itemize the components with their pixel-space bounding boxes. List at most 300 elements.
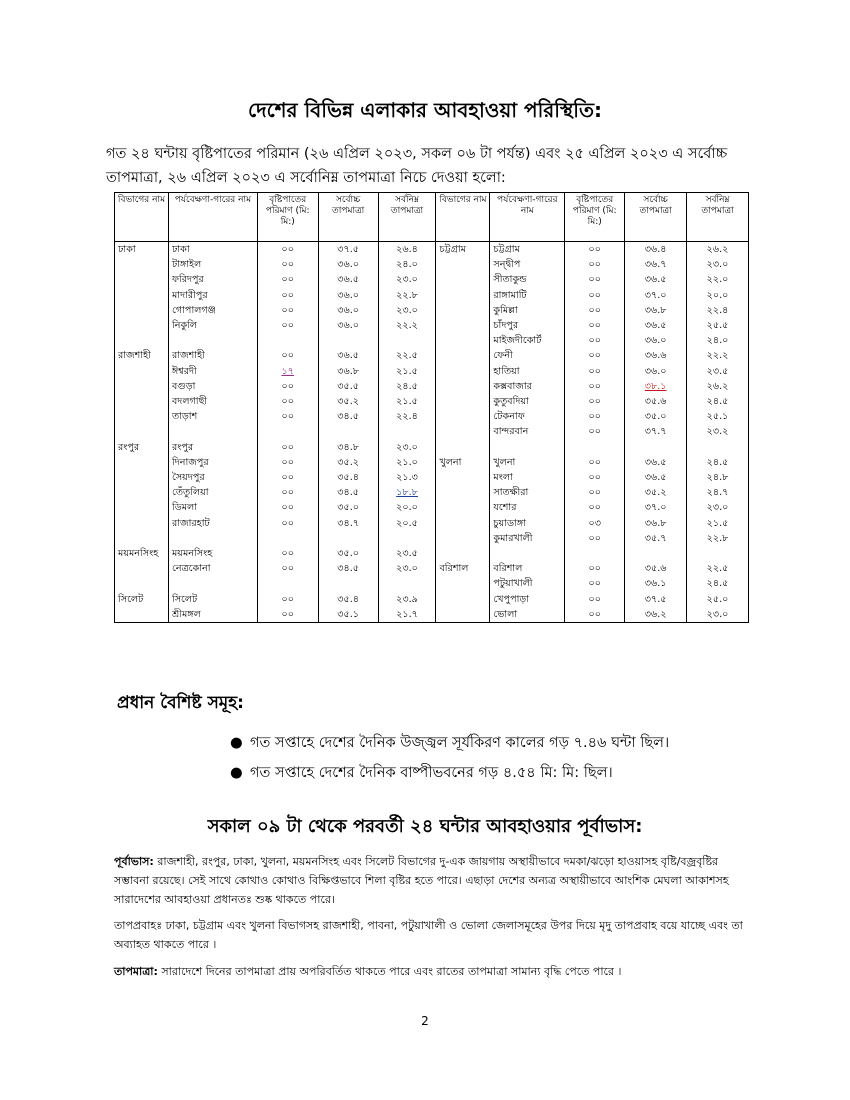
table-row: [115, 333, 749, 348]
table-cell: [490, 485, 565, 500]
table-cell: [687, 257, 749, 272]
column-header: পর্যবেক্ষণা-গারের নাম: [490, 193, 565, 242]
cell-value: ২৩.০: [706, 502, 729, 514]
cell-value: ডিমলা: [171, 502, 198, 514]
table-cell: [436, 318, 490, 333]
cell-value: ৩৬.৮: [644, 304, 667, 316]
bullet-icon: ●: [230, 735, 243, 751]
cell-value: কুমারখালী: [493, 532, 533, 544]
cell-value: ০০: [588, 578, 601, 590]
table-cell: [436, 424, 490, 439]
cell-value: ২৪.৫: [706, 456, 729, 468]
cell-value: ২২.৪: [396, 411, 418, 423]
table-cell: [318, 242, 378, 258]
table-cell: [436, 409, 490, 424]
table-cell: [436, 531, 490, 546]
table-cell: [115, 379, 169, 394]
cell-value: ঈশ্বরদী: [171, 365, 197, 377]
table-cell: [257, 303, 318, 318]
table-cell: [318, 394, 378, 409]
table-cell: [378, 546, 436, 561]
cell-value: ৩৬.৮: [337, 365, 360, 377]
table-cell: [687, 409, 749, 424]
cell-value: ০০: [281, 274, 294, 286]
table-cell: [318, 379, 378, 394]
cell-value: মংলা: [493, 472, 513, 484]
table-cell: [378, 561, 436, 576]
column-header: বিভাগের নাম: [436, 193, 490, 242]
cell-value: নেত্রকোনা: [171, 563, 211, 575]
table-cell: [318, 561, 378, 576]
cell-value: হাতিয়া: [493, 365, 520, 377]
table-cell: [436, 288, 490, 303]
cell-value: ৩৫.৫: [337, 380, 360, 392]
table-cell: [687, 424, 749, 439]
table-cell: [490, 576, 565, 591]
temperature-paragraph: [114, 962, 744, 981]
cell-value: ০০: [588, 608, 601, 620]
table-cell: [318, 409, 378, 424]
table-cell: [565, 424, 625, 439]
cell-value: রাজশাহী: [171, 350, 205, 362]
table-cell: [378, 288, 436, 303]
table-cell: [115, 500, 169, 515]
table-cell: [318, 531, 378, 546]
cell-value: রাজশাহী: [118, 350, 151, 362]
table-cell: [436, 242, 490, 258]
table-cell: [436, 561, 490, 576]
table-cell: [115, 333, 169, 348]
cell-value: টেকনাফ: [493, 411, 525, 423]
table-row: [115, 546, 749, 561]
table-cell: [115, 455, 169, 470]
cell-value: ২৪.০: [396, 259, 418, 271]
column-header: সর্বনিম্ন তাপমাত্রা: [378, 193, 436, 242]
cell-value: ময়মনসিংহ: [118, 548, 159, 560]
cell-value: ২৪.৫: [396, 380, 418, 392]
cell-value: ০০: [588, 593, 601, 605]
cell-value: ২৪.৫: [706, 396, 729, 408]
table-cell: [490, 470, 565, 485]
cell-value: ০০: [588, 274, 601, 286]
cell-value: ৩৬.৭: [644, 259, 667, 271]
cell-value: ২৩.০: [396, 441, 418, 453]
table-cell: [318, 455, 378, 470]
table-cell: [378, 485, 436, 500]
table-cell: [490, 288, 565, 303]
table-row: [115, 607, 749, 623]
cell-value: ২৬.২: [706, 244, 729, 255]
table-cell: [490, 561, 565, 576]
table-cell: [318, 440, 378, 455]
table-cell: [115, 364, 169, 379]
table-cell: [565, 546, 625, 561]
cell-value: ৩৫.০: [644, 411, 667, 423]
table-cell: [687, 272, 749, 287]
page-title: দেশের বিভিন্ন এলাকার আবহাওয়া পরিস্থিতি:: [247, 98, 602, 122]
cell-value: সন্দ্বীপ: [493, 259, 521, 271]
intro-text: গত ২৪ ঘন্টায় বৃষ্টিপাতের পরিমান (২৬ এপ্রিল ২০২৩, সকল ০৬ টা পর্যন্ত) এবং ২৫ এপ্রিল ২০২৩ এ সর্বোচ্চ তাপমাত্রা, ২৬ এপ্রিল ২০২৩ এ সর্বোনিম্ন তাপমাত্রা নিচে দেওয়া হলো:: [106, 146, 728, 186]
table-cell: [257, 348, 318, 363]
cell-value: ২০.০: [706, 289, 729, 301]
table-cell: [490, 531, 565, 546]
table-cell: [378, 348, 436, 363]
cell-value: ০০: [281, 517, 294, 529]
cell-value: ২১.৫: [396, 396, 418, 408]
table-cell: [490, 500, 565, 515]
cell-value: ৩৫.৪: [337, 472, 360, 484]
cell-value: ৩৬.৪: [644, 244, 667, 255]
cell-value: গোপালগঞ্জ: [171, 304, 216, 316]
table-cell: [625, 348, 687, 363]
table-cell: [687, 485, 749, 500]
cell-value: ৩৫.৪: [337, 593, 360, 605]
table-cell: [687, 394, 749, 409]
table-cell: [318, 576, 378, 591]
cell-value: চট্টগ্রাম: [493, 244, 520, 255]
cell-value: ৩৫.২: [644, 487, 667, 499]
table-cell: [168, 561, 257, 576]
table-cell: [378, 424, 436, 439]
table-cell: [490, 440, 565, 455]
table-cell: [115, 394, 169, 409]
table-row: [115, 455, 749, 470]
table-cell: [168, 409, 257, 424]
table-cell: [687, 592, 749, 607]
table-cell: [687, 500, 749, 515]
cell-value: ০০: [281, 487, 294, 499]
cell-value: ৩৫.২: [337, 396, 360, 408]
cell-value: সিলেট: [171, 593, 198, 605]
cell-value: ৩৭.৫: [644, 593, 667, 605]
table-cell: [115, 592, 169, 607]
cell-value: ৩৬.৫: [644, 320, 667, 332]
cell-value: ২২.২: [706, 350, 729, 362]
table-cell: [625, 576, 687, 591]
table-cell: [168, 348, 257, 363]
table-cell: [378, 303, 436, 318]
cell-value: ০০: [588, 320, 601, 332]
table-cell: [625, 333, 687, 348]
table-cell: [257, 500, 318, 515]
table-row: [115, 409, 749, 424]
table-cell: [257, 272, 318, 287]
table-cell: [436, 485, 490, 500]
table-cell: [687, 318, 749, 333]
table-cell: [318, 333, 378, 348]
table-cell: [625, 272, 687, 287]
forecast-label: পূর্বাভাস:: [114, 855, 154, 868]
cell-value: ৩৪.৮: [337, 441, 360, 453]
table-cell: [687, 379, 749, 394]
cell-value: বদলগাছী: [171, 396, 208, 408]
table-cell: [625, 257, 687, 272]
table-cell: [378, 440, 436, 455]
cell-value: ৩৬.৮: [644, 517, 667, 529]
cell-value: ২৬.২: [706, 380, 729, 392]
table-cell: [565, 455, 625, 470]
table-cell: [436, 440, 490, 455]
cell-value: ৩৬.৫: [337, 274, 360, 286]
cell-value: কুমিল্লা: [493, 304, 518, 316]
cell-value: ২৩.০: [706, 608, 729, 620]
table-cell: [115, 348, 169, 363]
cell-value: ২০.০: [396, 502, 418, 514]
cell-value: ০০: [588, 502, 601, 514]
table-cell: [115, 485, 169, 500]
bullet-text: গত সপ্তাহে দেশের দৈনিক উজ্জ্বল সূর্যকিরণ কালের গড় ৭.৪৬ ঘন্টা ছিল।: [250, 735, 670, 751]
table-cell: [257, 440, 318, 455]
table-cell: [565, 485, 625, 500]
table-cell: [436, 303, 490, 318]
table-cell: [490, 272, 565, 287]
table-cell: [625, 607, 687, 623]
table-cell: [378, 379, 436, 394]
cell-value: রাঙ্গামাটি: [493, 289, 527, 301]
cell-value: শ্রীমঙ্গল: [171, 608, 201, 620]
cell-value: ০০: [281, 244, 294, 255]
cell-value: ৩৬.০: [644, 365, 667, 377]
table-cell: [490, 318, 565, 333]
cell-value: ২২.২: [396, 320, 418, 332]
table-cell: [565, 288, 625, 303]
cell-value: ৩৬.০: [337, 320, 360, 332]
table-cell: [625, 288, 687, 303]
table-cell: [625, 455, 687, 470]
table-cell: [625, 379, 687, 394]
cell-value: বরিশাল: [439, 563, 469, 575]
cell-value: ৩৭.৭: [644, 426, 667, 438]
table-cell: [565, 440, 625, 455]
table-cell: [168, 485, 257, 500]
cell-value: খুলনা: [493, 456, 516, 468]
table-cell: [115, 561, 169, 576]
cell-value: ৩৬.৬: [644, 350, 667, 362]
table-cell: [436, 333, 490, 348]
table-cell: [257, 485, 318, 500]
forecast-paragraph: [114, 852, 744, 909]
table-cell: [378, 242, 436, 258]
cell-value: ২৪.৭: [706, 487, 729, 499]
table-cell: [436, 546, 490, 561]
table-row: [115, 516, 749, 531]
cell-value: ২৩.০: [396, 304, 418, 316]
cell-value: দিনাজপুর: [171, 456, 209, 468]
table-cell: [318, 364, 378, 379]
list-item: [230, 758, 669, 788]
cell-value: ৩৬.৫: [644, 274, 667, 286]
table-cell: [318, 546, 378, 561]
cell-value: সিলেট: [118, 593, 144, 605]
table-cell: [378, 318, 436, 333]
cell-value: ০০: [281, 380, 294, 392]
table-cell: [318, 500, 378, 515]
cell-value: ২২.৫: [396, 350, 418, 362]
table-cell: [378, 592, 436, 607]
table-row: [115, 440, 749, 455]
table-cell: [436, 470, 490, 485]
cell-value: ২০.৫: [396, 517, 418, 529]
table-row: [115, 470, 749, 485]
table-row: [115, 531, 749, 546]
table-cell: [168, 288, 257, 303]
table-cell: [378, 333, 436, 348]
table-cell: [565, 516, 625, 531]
table-cell: [687, 288, 749, 303]
table-cell: [687, 516, 749, 531]
cell-value: ২৩.০: [706, 259, 729, 271]
cell-value: ০০: [281, 350, 294, 362]
table-cell: [378, 500, 436, 515]
table-cell: [257, 561, 318, 576]
table-cell: [168, 394, 257, 409]
table-cell: [565, 409, 625, 424]
cell-value: ২১.৫: [706, 517, 729, 529]
cell-value: ৩৫.২: [337, 456, 360, 468]
cell-value: সাতক্ষীরা: [493, 487, 529, 499]
cell-value: ফেনী: [493, 350, 513, 362]
table-cell: [257, 409, 318, 424]
cell-value: ২৫.১: [706, 411, 729, 423]
table-cell: [436, 364, 490, 379]
cell-value: ২৩.২: [706, 426, 729, 438]
table-cell: [625, 531, 687, 546]
forecast-title: সকাল ০৯ টা থেকে পরবর্তী ২৪ ঘন্টার আবহাওয়ার পূর্বাভাস:: [207, 816, 643, 837]
cell-value: ১৮.৮: [396, 487, 418, 499]
table-cell: [436, 592, 490, 607]
table-cell: [378, 257, 436, 272]
table-cell: [318, 607, 378, 623]
column-header: বৃষ্টিপাতের পরিমাণ (মি: মি:): [257, 193, 318, 242]
table-cell: [115, 272, 169, 287]
cell-value: বরিশাল: [493, 563, 523, 575]
cell-value: ৩৪.৭: [337, 517, 360, 529]
cell-value: ৩৮.১: [644, 380, 667, 392]
table-cell: [257, 470, 318, 485]
cell-value: ২৫.৫: [706, 320, 729, 332]
table-cell: [565, 576, 625, 591]
cell-value: ০০: [281, 441, 294, 453]
table-cell: [257, 318, 318, 333]
table-cell: [687, 303, 749, 318]
cell-value: ০০: [588, 456, 601, 468]
table-cell: [565, 500, 625, 515]
cell-value: ৩৬.০: [337, 289, 360, 301]
table-cell: [490, 394, 565, 409]
cell-value: ৩৭.০: [644, 289, 667, 301]
table-cell: [490, 303, 565, 318]
table-cell: [257, 333, 318, 348]
cell-value: ২১.৭: [396, 608, 418, 620]
table-cell: [436, 500, 490, 515]
table-cell: [490, 333, 565, 348]
table-cell: [565, 394, 625, 409]
table-cell: [318, 272, 378, 287]
cell-value: ৩৬.০: [337, 259, 360, 271]
cell-value: চাঁদপুর: [493, 320, 519, 332]
cell-value: কক্সবাজার: [493, 380, 532, 392]
cell-value: ০০: [588, 380, 601, 392]
table-cell: [490, 455, 565, 470]
table-row: [115, 424, 749, 439]
table-cell: [687, 531, 749, 546]
table-cell: [625, 242, 687, 258]
table-cell: [378, 607, 436, 623]
cell-value: টাঙ্গাইল: [171, 259, 202, 271]
table-cell: [625, 364, 687, 379]
table-cell: [625, 470, 687, 485]
table-row: [115, 394, 749, 409]
table-cell: [565, 242, 625, 258]
cell-value: ২২.৫: [706, 563, 729, 575]
cell-value: ৩৬.০: [337, 304, 360, 316]
cell-value: ০০: [281, 304, 294, 316]
table-cell: [115, 546, 169, 561]
table-cell: [565, 379, 625, 394]
table-cell: [115, 470, 169, 485]
table-cell: [436, 272, 490, 287]
table-cell: [378, 516, 436, 531]
table-cell: [257, 455, 318, 470]
cell-value: ২১.০: [396, 456, 418, 468]
cell-value: ঢাকা: [118, 244, 136, 255]
cell-value: ঢাকা: [171, 244, 190, 255]
cell-value: ৩৫.৬: [644, 396, 667, 408]
cell-value: রংপুর: [171, 441, 194, 453]
cell-value: ২৪.৮: [706, 472, 729, 484]
column-header: বৃষ্টিপাতের পরিমাণ (মি: মি:): [565, 193, 625, 242]
table-cell: [168, 592, 257, 607]
table-cell: [625, 440, 687, 455]
cell-value: ২৩.০: [396, 563, 418, 575]
table-cell: [687, 561, 749, 576]
table-cell: [490, 379, 565, 394]
table-cell: [436, 516, 490, 531]
cell-value: ০০: [588, 411, 601, 423]
table-cell: [115, 440, 169, 455]
column-header: পর্যবেক্ষণা-গারের নাম: [168, 193, 257, 242]
cell-value: ০৩: [588, 517, 601, 529]
table-cell: [565, 272, 625, 287]
table-cell: [490, 424, 565, 439]
table-cell: [257, 424, 318, 439]
table-cell: [490, 546, 565, 561]
cell-value: ০০: [281, 608, 294, 620]
table-row: [115, 272, 749, 287]
cell-value: ১৭: [281, 365, 294, 377]
table-cell: [168, 257, 257, 272]
cell-value: ০০: [281, 411, 294, 423]
table-cell: [490, 242, 565, 258]
table-cell: [168, 455, 257, 470]
cell-value: ০০: [281, 472, 294, 484]
table-cell: [436, 607, 490, 623]
table-cell: [625, 409, 687, 424]
cell-value: ০০: [281, 289, 294, 301]
table-cell: [168, 364, 257, 379]
table-cell: [168, 333, 257, 348]
table-cell: [687, 440, 749, 455]
table-cell: [168, 272, 257, 287]
cell-value: ০০: [281, 396, 294, 408]
cell-value: পটুয়াখালী: [493, 578, 533, 590]
table-row: [115, 257, 749, 272]
table-cell: [565, 364, 625, 379]
cell-value: ২২.০: [706, 274, 729, 286]
table-cell: [115, 607, 169, 623]
table-cell: [565, 531, 625, 546]
temperature-text: সারাদেশে দিনের তাপমাত্রা প্রায় অপরিবর্তিত থাকতে পারে এবং রাতের তাপমাত্রা সামান্য বৃদ্ধি পেতে পারে ।: [157, 965, 622, 978]
